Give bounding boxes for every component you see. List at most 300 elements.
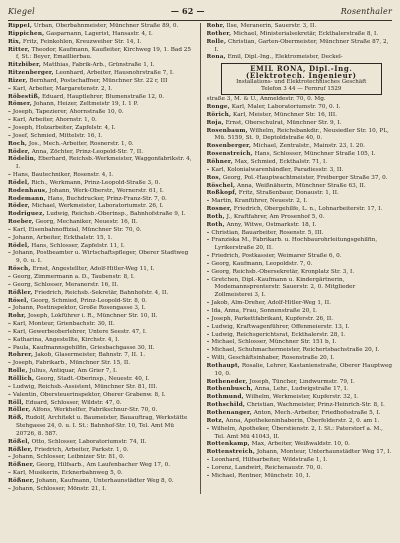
entry-name: Rothaupt, bbox=[206, 362, 240, 369]
directory-entry bbox=[8, 290, 194, 298]
entry-name: – bbox=[206, 315, 210, 322]
directory-entry bbox=[207, 206, 393, 214]
directory-entry bbox=[207, 339, 393, 347]
directory-entry bbox=[207, 54, 393, 62]
entry-details: Georg, Zimmermann a. D., Taubenstr. 8, I. bbox=[12, 274, 135, 280]
directory-entry bbox=[207, 31, 393, 39]
directory-entry bbox=[207, 167, 393, 175]
entry-details: Ludwig, Reichsgerichtsrat, Eckthalerstr. 28, I. bbox=[211, 331, 346, 338]
entry-details: Eduard, Hauptlehrer, Blumenstraße 12, 0. bbox=[42, 93, 165, 100]
directory-entry bbox=[207, 441, 393, 449]
entry-details: Leonhard, Arbeiter, Hausnohrstraße 7, I. bbox=[55, 70, 174, 77]
entry-details: Georg, Reichsb.-Obersekretär, Kronplatz Str. 3, I. bbox=[211, 268, 355, 275]
directory-entry bbox=[207, 190, 393, 198]
directory-entry bbox=[8, 133, 194, 141]
entry-details: Josef, Schmied, Mittelstr. 16, I. bbox=[12, 132, 103, 139]
directory-entry bbox=[207, 347, 393, 355]
directory-entry bbox=[207, 402, 393, 410]
directory-entry bbox=[207, 237, 393, 253]
entry-details: Johann, Monteur, Unterhaunstädter Weg 17, I. bbox=[256, 449, 392, 456]
entry-details: Johann, Schlosser, Leibnizer Str. 81, 0. bbox=[12, 454, 125, 461]
page-header bbox=[8, 6, 392, 18]
directory-entry bbox=[8, 86, 194, 94]
entry-name: Rippel, bbox=[8, 23, 33, 29]
entry-name: Rösel, bbox=[8, 297, 29, 304]
entry-name: Rosenberger, bbox=[206, 143, 252, 150]
entry-details: Michael, Schuhmachermeister, Reichertsbachstraße 20, I. bbox=[211, 347, 380, 354]
entry-details: Michael, Zentralstr., Mainstr. 23, I. 20. bbox=[252, 143, 365, 150]
ad-headline: EMIL RONA, Dipl.-Ing. (Elektrotech. Ingenieur) bbox=[245, 64, 357, 81]
entry-name: Rößner, bbox=[8, 477, 35, 484]
entry-details: Wilhelm, Werkmeister, Kupferstr. 32, I. bbox=[245, 394, 359, 401]
directory-entry bbox=[207, 214, 393, 222]
entry-name: – bbox=[8, 274, 12, 280]
directory-entry bbox=[207, 300, 393, 308]
entry-details: Karl, Arbeiter, Margaretenstr. 2, I. bbox=[12, 85, 113, 92]
directory-entry bbox=[207, 104, 393, 112]
entry-details: Ilse, Meranerin, Sauerstr. 3, II. bbox=[226, 23, 317, 29]
entry-name: Rottenkamp, bbox=[206, 441, 250, 448]
entry-name: Rößner, bbox=[8, 462, 35, 469]
directory-entry bbox=[207, 473, 393, 481]
entry-name: Rolle, bbox=[206, 38, 227, 45]
entry-details: Friedrich, Arbeiter, Parkstr. 1, 0. bbox=[34, 446, 129, 453]
entry-details: Ludwig, Kraftwagenführer, Offenmeierstr. 13, I. bbox=[211, 323, 350, 330]
entry-name: – bbox=[206, 355, 210, 362]
entry-details: Valentin, Obersteuerinspektor, Oberer Grabenw. 8, I. bbox=[12, 391, 166, 398]
entry-details: Karl, Gewerbeoberlehrer, Untere Seestr. 47, I. bbox=[12, 328, 147, 335]
entry-name: Rona, bbox=[206, 54, 226, 61]
directory-entry bbox=[207, 355, 393, 363]
entry-details: Leonhard, Hilfsarbeiter, Wildstraße 1, I. bbox=[211, 457, 328, 464]
directory-entry bbox=[8, 156, 194, 172]
directory-entry bbox=[207, 222, 393, 230]
entry-details: Georg, Kaufmann, Leopoldstr. 7, 0. bbox=[211, 260, 313, 267]
entry-details: Theodor, Kaufmann, Kaufleiter, Kirchweg 19, 1. Bad 25 f, St.: Beyer, Emaillierbau. bbox=[16, 46, 192, 61]
directory-entry bbox=[207, 363, 393, 379]
entry-name: Rosenbaum, bbox=[206, 127, 248, 134]
entry-name: – bbox=[8, 250, 12, 257]
entry-name: Rizer, bbox=[8, 77, 28, 84]
entry-name: Rößler, bbox=[8, 289, 33, 296]
entry-details: Wilhelm, Apotheker, Überstienstr. 2, I. St.: Paterstorf a. M., Tel. Amt Mü 41043, II. bbox=[211, 425, 383, 440]
directory-entry bbox=[8, 407, 194, 415]
entry-name: Rohr, bbox=[8, 313, 27, 320]
entry-name: Rödel, bbox=[8, 242, 30, 249]
directory-entry bbox=[8, 266, 194, 274]
entry-name: – bbox=[8, 172, 12, 179]
entry-details: Johann, Schlosser, Mönstr. 21, I. bbox=[12, 485, 107, 492]
entry-name: – bbox=[206, 253, 210, 260]
directory-entry bbox=[8, 219, 194, 227]
entry-name: Roja, bbox=[206, 119, 224, 126]
directory-entry bbox=[8, 31, 194, 39]
entry-name: Rothenanger, bbox=[206, 409, 252, 416]
entry-details: Karl, Eisenbahnoffizial, Münchner Str. 70, 0. bbox=[12, 226, 142, 233]
directory-entry bbox=[8, 305, 194, 313]
directory-entry bbox=[207, 230, 393, 238]
entry-details: Anna, Weißnäherin, Münchner Straße 63, II. bbox=[237, 182, 366, 189]
entry-details: Gasparnann, Lagerist, Hansastr. 4, I. bbox=[46, 30, 153, 37]
entry-details: Willi, Geschäftsinhaber, Rosenstraße 20, I. bbox=[211, 355, 335, 362]
directory-entry bbox=[207, 324, 393, 332]
directory-entry bbox=[207, 39, 393, 55]
ad-contact: Telefon 3 44 — Fernruf 1529 bbox=[261, 86, 342, 93]
columns bbox=[8, 23, 392, 494]
directory-entry bbox=[8, 235, 194, 243]
entry-details: Anton, Mech.-Arbeiter, Friedhofsstraße 5, I. bbox=[253, 409, 381, 416]
directory-entry bbox=[8, 211, 194, 219]
entry-details: Karl, Arbeiter, Ahornstr. 1, 0. bbox=[12, 117, 97, 124]
entry-details: Wilhelm, Reichsbankdir., Neusiedler Str. 10, PL, Mü. 5159, St. 9, Deptoldstraße 40, 0. bbox=[214, 127, 389, 142]
entry-details: Michael, Werkmeister, Laboratoriumstr. 26, I. bbox=[31, 203, 164, 210]
directory-entry bbox=[207, 465, 393, 473]
directory-entry bbox=[8, 439, 194, 447]
entry-name: – bbox=[8, 132, 12, 139]
entry-name: – bbox=[8, 336, 12, 343]
directory-entry bbox=[8, 360, 194, 368]
directory-entry bbox=[8, 125, 194, 133]
entry-details: Eduard, Schlosser, Wildstr. 47, 0. bbox=[25, 399, 122, 406]
entry-name: Rotheneder, bbox=[206, 378, 248, 385]
entry-name: – bbox=[8, 281, 12, 288]
entry-details: Eberhard, Reichsb.-Werkmeister, Waggonfabrikstr. 4, I. bbox=[16, 156, 192, 171]
entry-details: Karl, Kolonialwarenhändler, Paradiesstr. 3, II. bbox=[211, 166, 344, 173]
entry-name: – bbox=[206, 339, 210, 346]
directory-entry bbox=[8, 274, 194, 282]
directory-entry bbox=[8, 188, 194, 196]
directory-entry bbox=[8, 62, 194, 70]
entry-name: Rößel, bbox=[8, 438, 30, 445]
entry-details: Christian, Bauarbeiter, Rosenstr. 5, III. bbox=[211, 229, 324, 236]
entry-details: Max, Schmied, Eckthalstr. 71, I. bbox=[234, 158, 328, 165]
entry-name: – bbox=[206, 198, 210, 205]
entry-name: Römer, bbox=[8, 101, 32, 108]
entry-name: Roeber, bbox=[8, 219, 34, 226]
entry-name: – bbox=[8, 226, 12, 233]
entry-details: Hans, Buchdrucker, Prinz-Franz-Str. 7, 0. bbox=[47, 195, 167, 202]
directory-entry bbox=[8, 47, 194, 63]
entry-details: Friedrich, Obergehilfe, L. n., Lohnarbeiterstr. 17, I. bbox=[233, 206, 383, 213]
entry-name: Roch, bbox=[8, 140, 28, 147]
entry-name: Rösch, bbox=[8, 266, 31, 273]
directory-entry bbox=[8, 392, 194, 400]
entry-name: – bbox=[206, 347, 210, 354]
entry-name: – bbox=[206, 166, 210, 173]
entry-details: Anna, Lehr., Ludwigstraße 17, I. bbox=[254, 386, 349, 393]
entry-name: – bbox=[206, 260, 210, 267]
entry-details: Georg, Stadt.-Oberinsp., Neuestr. 40, I. bbox=[36, 375, 150, 382]
entry-details: Johann, Postbeamter u. Wirtschaftspfleger, Oberer Stadtweg 9, 0. u. I. bbox=[12, 250, 189, 265]
entry-name: – bbox=[8, 454, 12, 461]
entry-name: Rosner, bbox=[206, 206, 232, 213]
directory-entry bbox=[8, 329, 194, 337]
entry-details: Anna, Apothekeninhaberin, Überfelderstr. 2, 0. am 1. bbox=[225, 417, 380, 424]
entry-details: Hans, Schlosser, Zapfelstr. 11, I. bbox=[31, 242, 125, 249]
directory-entry bbox=[8, 298, 194, 306]
entry-details: Jos., Mech.-Arbeiter, Rosnerstr. 1, 0. bbox=[28, 140, 134, 147]
directory-entry bbox=[8, 313, 194, 321]
entry-name: – bbox=[8, 234, 12, 241]
directory-entry bbox=[8, 39, 194, 47]
directory-entry bbox=[8, 117, 194, 125]
directory-entry bbox=[8, 250, 194, 266]
entry-details: Urban, Oberbahnmeister, Münchner Straße 89, 0. bbox=[33, 23, 179, 29]
entry-name: Röbestiß, bbox=[8, 93, 41, 100]
entry-details: Ludwig, Reichsb.-Assistent, Münchner Str. 81, III. bbox=[12, 383, 158, 390]
directory-entry bbox=[8, 345, 194, 353]
entry-details: Alfons, Werkhelfer, Fabrikschnur-Str. 70, 0. bbox=[32, 407, 158, 414]
entry-details: Emil, Dipl.-Ing., Elektromeister, Deckel- bbox=[227, 54, 343, 61]
directory-entry bbox=[8, 141, 194, 149]
entry-name: – bbox=[8, 321, 12, 328]
entry-name: – bbox=[8, 109, 12, 116]
header-left-keyword: Kiegel bbox=[8, 7, 35, 16]
directory-entry bbox=[207, 277, 393, 301]
entry-details: Christian, Garten-Obermeister, Münchner Straße 87, 2, I. bbox=[214, 38, 389, 53]
entry-details: Matthias, Fabrik-Arb., Grünstraße 1, I. bbox=[42, 62, 155, 69]
right-column bbox=[207, 23, 393, 494]
entry-details: Joseph, Tapezierer, Ahornstraße 10, 0. bbox=[12, 109, 124, 116]
entry-details: Ludwig, Reichsb.-Oberinsp., Bahnhofstraße 9, I. bbox=[46, 211, 186, 218]
entry-details: Karl, Maler, Laboratoriumstr. 70, 0. I. bbox=[231, 104, 341, 111]
entry-details: Georg, Schlosser, Meranerstr. 16, II. bbox=[12, 281, 119, 288]
entry-name: – bbox=[206, 229, 210, 236]
directory-entry bbox=[8, 321, 194, 329]
entry-details: Paula, Kaufmannsgehilfin, Griesbachgasse 30, II. bbox=[12, 344, 155, 351]
entry-details: Katharina, Angestellte, Kirchstr. 4, I. bbox=[12, 336, 120, 343]
directory-entry bbox=[8, 101, 194, 109]
entry-name: Rothmund, bbox=[206, 394, 244, 401]
entry-name: – bbox=[8, 124, 12, 131]
directory-entry bbox=[8, 180, 194, 188]
entry-name: – bbox=[8, 344, 12, 351]
entry-details: Martin, Kranführer, Neuestr. 2, I. bbox=[211, 198, 308, 205]
entry-details: Joseph, Holzarbeiter, Zapfelstr. 4, I. bbox=[12, 124, 116, 131]
entry-details: straße 3, M. & U., Anmeldestr. 70, 0. Mg. bbox=[206, 96, 326, 103]
directory-entry bbox=[8, 172, 194, 180]
entry-name: – bbox=[206, 323, 210, 330]
entry-details: Max, Arbeiter, Weißwaldstr. 10, 0. bbox=[251, 441, 350, 448]
page-number: — 62 — bbox=[170, 6, 205, 16]
directory-entry bbox=[8, 462, 194, 470]
entry-name: Rippichen, bbox=[8, 30, 45, 37]
entry-name: Rörich, bbox=[206, 111, 232, 118]
directory-entry bbox=[207, 418, 393, 426]
entry-details: Hans, Schlosser, Münchner Straße 105, I. bbox=[254, 151, 376, 158]
ad-subline: Installations- und Elektrotechnisches Geschäft bbox=[236, 79, 367, 86]
entry-details: Anny, Witwe, Ostmarkstr. 18, I. bbox=[226, 221, 317, 228]
entry-name: Ritzenberger, bbox=[8, 70, 54, 77]
directory-entry bbox=[8, 447, 194, 455]
entry-details: Ernst, Angestellter, Adolf-Hitler-Weg 11, I. bbox=[32, 266, 155, 273]
entry-details: Johann, Heizer, Zeltmeistr 19, I. 1 P. bbox=[33, 101, 139, 108]
entry-name: – bbox=[206, 472, 210, 479]
entry-details: Julius, Antiquar, Am Grier 7, I. bbox=[29, 368, 118, 375]
directory-entry bbox=[8, 78, 194, 86]
entry-details: Bernhard, Postschaffner, Münchner Str. 22 r, III bbox=[29, 77, 168, 84]
entry-details: Joseph, Fabrikarb., Münchner Str. 15, II. bbox=[12, 360, 131, 367]
entry-name: Röller, bbox=[8, 407, 31, 414]
directory-entry bbox=[207, 449, 393, 457]
entry-details: Friedrich, Postkassier, Weimarer Straße 6, 0. bbox=[211, 253, 342, 260]
directory-entry bbox=[8, 243, 194, 251]
entry-details: Jakob, Alm-Dreher, Adolf-Hitler-Weg 1, II. bbox=[211, 300, 331, 307]
directory-entry bbox=[8, 478, 194, 486]
entry-details: Joseph, Tüncher, Lindwurmstr. 79, I. bbox=[249, 378, 355, 385]
entry-details: Georg, Pol.-Hauptwachtmeister, Freiberger Straße 37, 0. bbox=[222, 174, 388, 181]
directory-entry bbox=[207, 386, 393, 394]
directory-entry bbox=[8, 109, 194, 117]
entry-details: Michael, Schlosser, Münchner Str. 151 b, I. bbox=[211, 339, 337, 346]
directory-entry bbox=[207, 198, 393, 206]
directory-entry bbox=[207, 426, 393, 442]
entry-details: Rosalie, Lehrer, Kastanienstraße, Oberer Hauptweg 10, 0. bbox=[214, 362, 392, 377]
directory-entry bbox=[207, 394, 393, 402]
directory-entry bbox=[8, 486, 194, 494]
advertisement-box bbox=[221, 63, 383, 95]
directory-entry bbox=[207, 183, 393, 191]
entry-name: – bbox=[8, 360, 12, 367]
entry-name: Rix, bbox=[8, 38, 22, 45]
entry-details: Friedrich, Reichsb.-Sekretär, Bahnhofstr. 4, II. bbox=[34, 289, 169, 296]
entry-details: Gretchen, Dipl.-Kaufmann u. Kindergärtnerin, Modemannsprenterstr. Sauerstr. 2, 0. Mitglieder Zollmeisterei 3, I. bbox=[211, 276, 356, 299]
directory-entry bbox=[207, 457, 393, 465]
entry-name: Rödelin, bbox=[8, 156, 37, 163]
entry-name: – bbox=[8, 117, 12, 124]
directory-entry bbox=[8, 282, 194, 290]
directory-entry bbox=[207, 379, 393, 387]
directory-entry bbox=[207, 143, 393, 151]
header-right-keyword: Rosenthaler bbox=[340, 7, 392, 16]
entry-name: – bbox=[8, 391, 12, 398]
entry-name: Rolle, bbox=[8, 368, 28, 375]
entry-details: J., Kraftfahrer, Am Prosenhof 5, 0. bbox=[226, 213, 325, 220]
entry-details: Michael, Rentner, Münchstr. 10, I. bbox=[211, 472, 311, 479]
directory-entry bbox=[8, 23, 194, 31]
entry-name: Ros, bbox=[206, 174, 222, 181]
directory-entry bbox=[207, 332, 393, 340]
entry-name: – bbox=[206, 268, 210, 275]
entry-name: Rothschild, bbox=[206, 402, 246, 409]
entry-details: Rich., Werkmann, Prinz-Leopold-Straße 3, 0. bbox=[31, 179, 161, 186]
entry-details: Ernst, Oberschulrat, Münchner Str. 9, I. bbox=[225, 119, 342, 126]
entry-details: Ida, Anna, Frau, Sonnenstraße 20, I. bbox=[211, 308, 317, 314]
entry-name: – bbox=[8, 305, 12, 312]
entry-name: Rosenstreich, bbox=[206, 151, 253, 158]
entry-details: Joseph, Lokführer i. R., Münchner Str. 10, II. bbox=[28, 313, 158, 320]
entry-name: Rotz, bbox=[206, 417, 224, 424]
directory-entry bbox=[8, 415, 194, 439]
entry-name: Röder, bbox=[8, 148, 30, 155]
entry-details: Georg, Hilfsarb., Am Laufenbacher Weg 17, 0. bbox=[36, 462, 170, 469]
entry-details: Michael, Ministerialsekretär, Eckthalerstraße 8, I. bbox=[233, 30, 379, 37]
entry-details: Fritz, Feinkohlen, Kreuzweiher Str. 14, I. bbox=[22, 38, 142, 45]
entry-name: Rößler, bbox=[8, 446, 33, 453]
directory-entry bbox=[8, 337, 194, 345]
entry-details: Johann, Arbeiter, Eckthalstr. 15, 1. bbox=[12, 234, 113, 241]
directory-entry bbox=[8, 352, 194, 360]
directory-entry bbox=[8, 470, 194, 478]
entry-details: Anna, Zöchter, Prinz-Leopold-Str. 7, II. bbox=[31, 148, 144, 155]
entry-details: Johann, Werk-Oberstr., Wernerstr. 61, I. bbox=[49, 187, 164, 194]
entry-name: Röschel, bbox=[206, 182, 236, 189]
directory-entry bbox=[8, 70, 194, 78]
entry-name: – bbox=[206, 237, 210, 244]
entry-details: Karl, Monteur, Grienbachstr. 30, II. bbox=[12, 321, 115, 328]
directory-entry bbox=[207, 175, 393, 183]
entry-details: Jakob, Glasermeister, Bahnstr. 7, II. 1. bbox=[35, 352, 146, 359]
entry-name: Rodenhaus, bbox=[8, 187, 48, 194]
directory-entry bbox=[207, 316, 393, 324]
entry-details: Georg, Schmied, Prinz-Leopold-Str. 8, 0. bbox=[30, 297, 147, 304]
entry-details: Hans, Bautechniker, Rosenstr. 4, I. bbox=[12, 172, 113, 179]
entry-name: Roth, bbox=[206, 221, 225, 228]
entry-name: – bbox=[8, 85, 12, 92]
entry-name: – bbox=[206, 276, 210, 283]
directory-entry bbox=[8, 227, 194, 235]
entry-details: Franziska M., Fabrikarb. u. Hochbaurohrleitungsgehilfin, Lyrikerstraße 20, II. bbox=[211, 237, 378, 252]
entry-name: – bbox=[206, 464, 210, 471]
entry-details: Lorenz, Landwirt, Reichenaustr. 70, 0. bbox=[211, 464, 323, 471]
entry-name: – bbox=[8, 485, 12, 492]
entry-name: Rohr, bbox=[206, 23, 225, 29]
entry-name: – bbox=[8, 328, 12, 335]
directory-entry bbox=[207, 269, 393, 277]
entry-details: Otto, Schlosser, Laboratoriumstr. 74, II. bbox=[31, 438, 147, 445]
directory-entry bbox=[8, 376, 194, 384]
entry-name: Rothenbusch, bbox=[206, 386, 253, 393]
entry-details: Rudolf, Architekt u. Baumeister, Bauauftrag, Werkstätte Stehgasse 24, 0. u. I. St.: Bahnhof-Str. 10, Tel. Amt Mü 20726, 8. 587. bbox=[16, 415, 188, 437]
entry-name: – bbox=[206, 331, 210, 338]
entry-name: Röhner, bbox=[206, 158, 233, 165]
entry-details: Johann, Postinspektor, Große Rosengasse 3, I. bbox=[12, 305, 146, 312]
directory-entry bbox=[207, 112, 393, 120]
directory-entry bbox=[8, 203, 194, 211]
column-divider bbox=[200, 23, 201, 494]
entry-name: Rottenstreich, bbox=[206, 449, 256, 456]
entry-name: Röllich, bbox=[8, 375, 35, 382]
entry-details: Georg, Mechaniker, Neuestr. 16, II. bbox=[35, 219, 138, 226]
directory-entry bbox=[207, 253, 393, 261]
entry-name: – bbox=[206, 300, 210, 307]
directory-entry bbox=[207, 96, 393, 104]
entry-name: Röß, bbox=[8, 415, 24, 422]
directory-entry bbox=[207, 308, 393, 316]
entry-name: Rohrer, bbox=[8, 352, 34, 359]
entry-name: – bbox=[8, 383, 12, 390]
directory-entry bbox=[207, 151, 393, 159]
entry-name: – bbox=[206, 457, 210, 464]
directory-entry bbox=[207, 410, 393, 418]
directory-entry bbox=[207, 159, 393, 167]
directory-entry bbox=[207, 128, 393, 144]
entry-name: – bbox=[8, 470, 12, 477]
entry-name: Ritzbiber, bbox=[8, 62, 42, 69]
left-column bbox=[8, 23, 194, 494]
directory-entry bbox=[8, 368, 194, 376]
entry-name: Röll, bbox=[8, 399, 24, 406]
entry-name: Roth, bbox=[206, 213, 225, 220]
entry-name: Rödel, bbox=[8, 179, 30, 186]
entry-name: Ronge, bbox=[206, 104, 230, 111]
entry-name: Rodriguez, bbox=[8, 211, 45, 218]
directory-entry bbox=[207, 261, 393, 269]
header-rule bbox=[8, 20, 392, 21]
entry-name: Ritter, bbox=[8, 46, 30, 53]
entry-details: Christian, Wachmeister, Prinz-Heinrich-Str. 8, I. bbox=[246, 402, 385, 409]
entry-details: Johann, Kaufmann, Unterhaunstädter Weg 8, 0. bbox=[36, 477, 174, 484]
